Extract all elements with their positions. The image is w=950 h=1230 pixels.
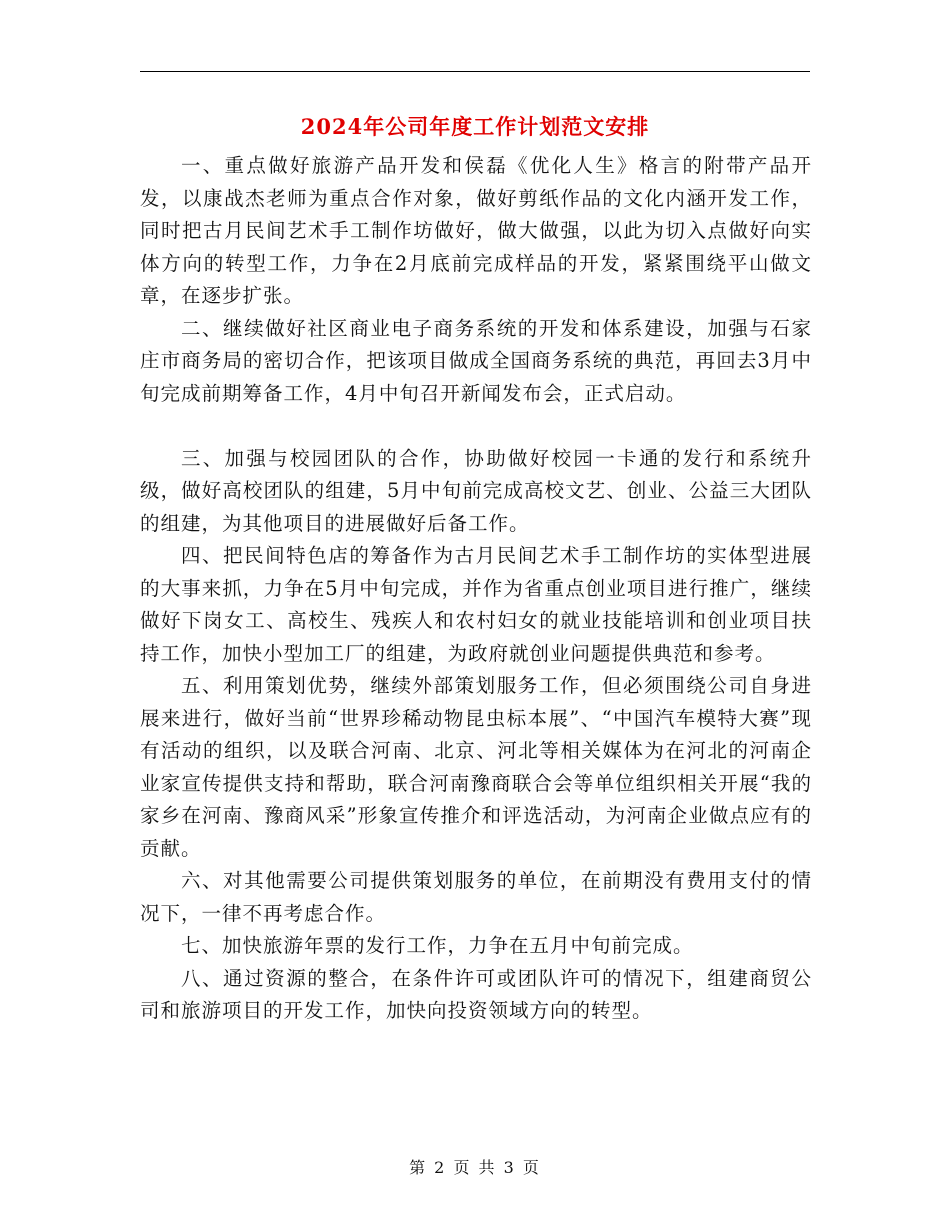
paragraph-2: 二、继续做好社区商业电子商务系统的开发和体系建设，加强与石家庄市商务局的密切合作，把该项目做成全国商务系统的典范，再回去3月中旬完成前期筹备工作，4月中旬召开新闻发布会，正式启动。 [140, 316, 812, 405]
paragraph-5: 五、利用策划优势，继续外部策划服务工作，但必须围绕公司自身进展来进行，做好当前“世界珍稀动物昆虫标本展”、“中国汽车模特大赛”现有活动的组织，以及联合河南、北京、河北等相关媒体为在河北的河南企业家宣传提供支持和帮助，联合河南豫商联合会等单位组织相关开展“我的家乡在河南、豫商风采”形象宣传推介和评选活动，为河南企业做点应有的贡献。 [140, 674, 812, 860]
page-number: 第 2 页 共 3 页 [409, 1158, 541, 1177]
paragraph-6: 六、对其他需要公司提供策划服务的单位，在前期没有费用支付的情况下，一律不再考虑合作。 [140, 869, 812, 925]
paragraph-4: 四、把民间特色店的筹备作为古月民间艺术手工制作坊的实体型进展的大事来抓，力争在5月中旬完成，并作为省重点创业项目进行推广，继续做好下岗女工、高校生、残疾人和农村妇女的就业技能培训和创业项目扶持工作，加快小型加工厂的组建，为政府就创业问题提供典范和参考。 [140, 544, 812, 665]
paragraph-3: 三、加强与校园团队的合作，协助做好校园一卡通的发行和系统升级，做好高校团队的组建，5月中旬前完成高校文艺、创业、公益三大团队的组建，为其他项目的进展做好后备工作。 [140, 446, 812, 535]
document-title: 2024年公司年度工作计划范文安排 [300, 114, 650, 139]
document-body [140, 150, 812, 1028]
paragraph-1: 一、重点做好旅游产品开发和侯磊《优化人生》格言的附带产品开发，以康战杰老师为重点合作对象，做好剪纸作品的文化内涵开发工作，同时把古月民间艺术手工制作坊做好，做大做强，以此为切入点做好向实体方向的转型工作，力争在2月底前完成样品的开发，紧紧围绕平山做文章，在逐步扩张。 [140, 154, 812, 307]
header-rule [140, 71, 810, 72]
paragraph-spacer [140, 410, 812, 443]
paragraph-7: 七、加快旅游年票的发行工作，力争在五月中旬前完成。 [180, 934, 694, 957]
paragraph-8: 八、通过资源的整合，在条件许可或团队许可的情况下，组建商贸公司和旅游项目的开发工作，加快向投资领域方向的转型。 [140, 966, 812, 1022]
